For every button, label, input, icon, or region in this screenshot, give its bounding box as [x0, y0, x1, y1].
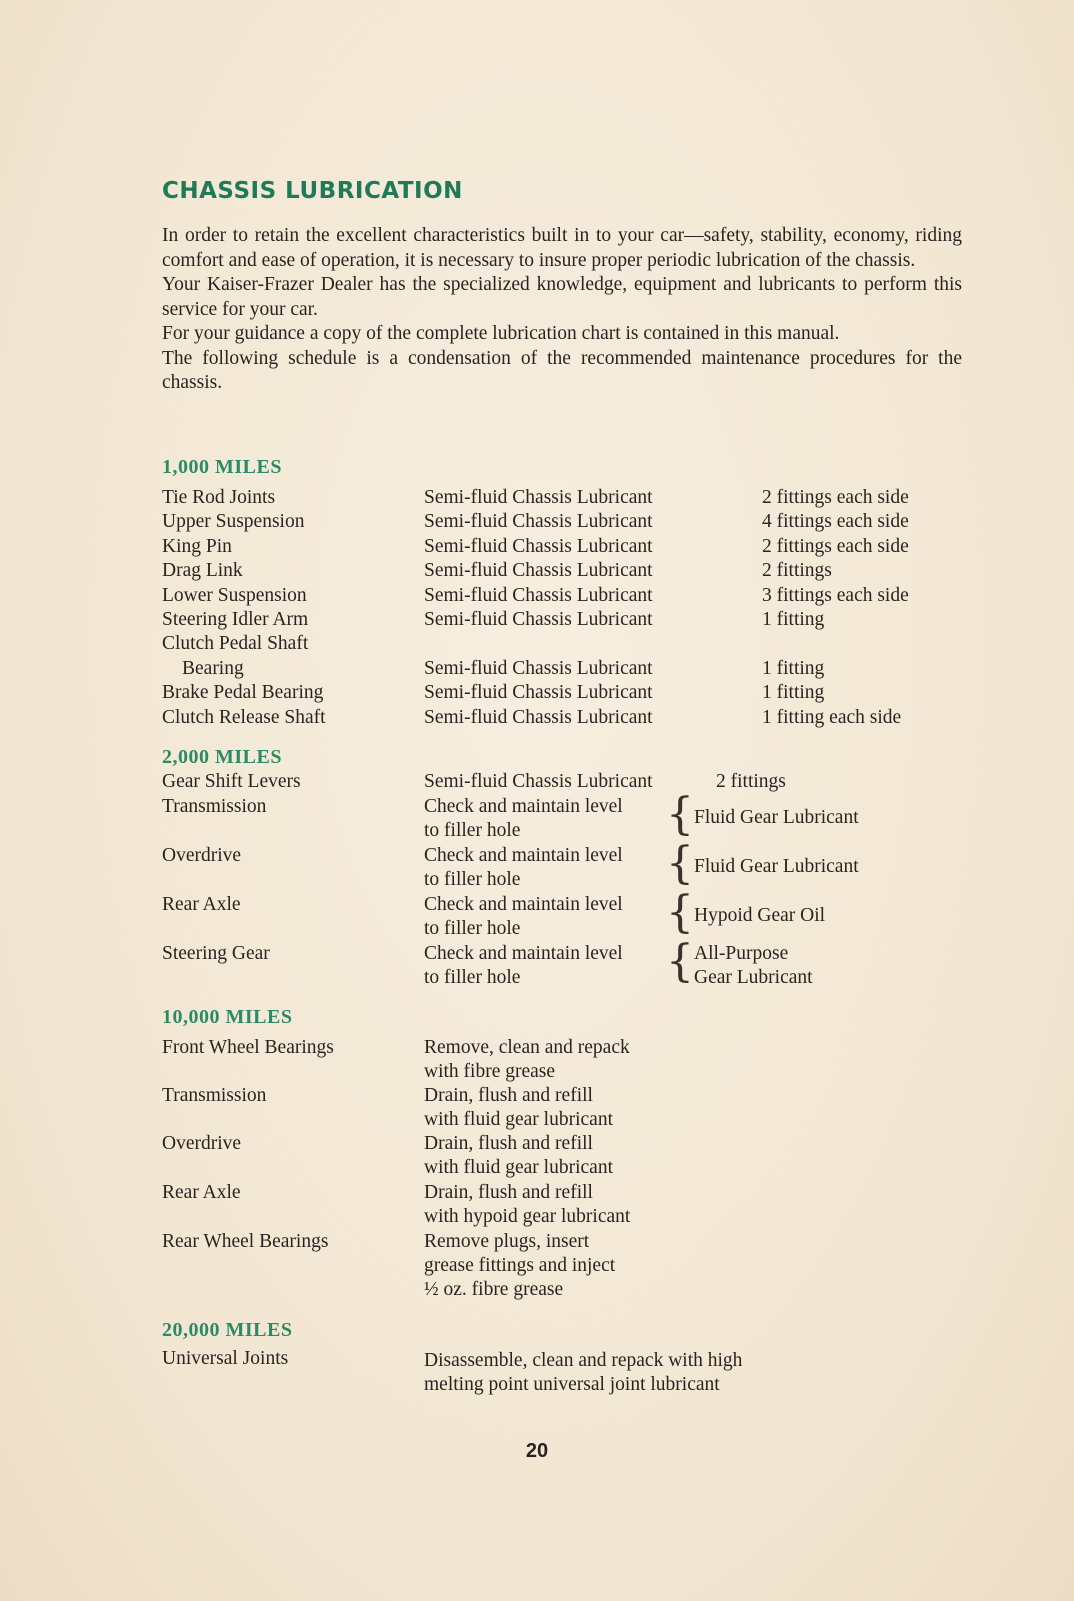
- part-label: Rear Axle: [162, 1182, 241, 1203]
- heading-20000-miles: 20,000 MILES: [162, 1319, 293, 1341]
- instruction-line: melting point universal joint lubricant: [424, 1374, 720, 1395]
- part-label-continued: Bearing: [182, 658, 244, 679]
- intro-paragraph: In order to retain the excellent characteristics built in to your car—safety, stability, economy, riding comfort and ease of operation, it is necessary to insure proper periodic lubrication of the chassis.: [162, 225, 962, 271]
- instruction-line: Check and maintain level: [424, 796, 623, 817]
- instruction-line: with fibre grease: [424, 1061, 556, 1082]
- instruction-line: to filler hole: [424, 918, 521, 939]
- instruction-line: Drain, flush and refill: [424, 1182, 593, 1203]
- part-label: Brake Pedal Bearing: [162, 682, 324, 703]
- quantity-label: 1 fitting each side: [762, 707, 902, 728]
- part-label: Gear Shift Levers: [162, 771, 301, 792]
- instruction-line: with hypoid gear lubricant: [424, 1206, 631, 1227]
- part-label: Universal Joints: [162, 1348, 289, 1369]
- lubricant-label: All-Purpose: [694, 943, 789, 964]
- instruction-line: Remove plugs, insert: [424, 1231, 590, 1252]
- part-label: Clutch Release Shaft: [162, 707, 326, 728]
- instruction-line: Check and maintain level: [424, 894, 623, 915]
- instruction-line: with fluid gear lubricant: [424, 1109, 613, 1130]
- part-label: Steering Idler Arm: [162, 609, 309, 630]
- part-label: Overdrive: [162, 845, 242, 866]
- quantity-label: 2 fittings each side: [762, 487, 909, 508]
- part-label: Drag Link: [162, 560, 243, 581]
- part-label: Upper Suspension: [162, 511, 305, 532]
- lubricant-label: Semi-fluid Chassis Lubricant: [424, 560, 653, 581]
- instruction-line: with fluid gear lubricant: [424, 1157, 613, 1178]
- heading-10000-miles: 10,000 MILES: [162, 1006, 293, 1028]
- lubricant-label: Fluid Gear Lubricant: [694, 856, 859, 877]
- lubricant-label: Semi-fluid Chassis Lubricant: [424, 707, 653, 728]
- part-label: Steering Gear: [162, 943, 270, 964]
- intro-paragraph: The following schedule is a condensation of the recommended maintenance procedures for the chassis.: [162, 347, 962, 393]
- quantity-label: 1 fitting: [762, 658, 825, 679]
- part-label: Rear Axle: [162, 894, 241, 915]
- lubricant-label: Semi-fluid Chassis Lubricant: [424, 771, 653, 792]
- quantity-label: 2 fittings each side: [762, 536, 909, 557]
- instruction-line: ½ oz. fibre grease: [424, 1279, 564, 1300]
- page-title: CHASSIS LUBRICATION: [162, 178, 463, 204]
- instruction-line: Drain, flush and refill: [424, 1133, 593, 1154]
- brace-icon: {: [666, 838, 694, 889]
- part-label: Clutch Pedal Shaft: [162, 633, 309, 654]
- instruction-line: Check and maintain level: [424, 845, 623, 866]
- instruction-line: to filler hole: [424, 967, 521, 988]
- lubricant-label: Semi-fluid Chassis Lubricant: [424, 682, 653, 703]
- brace-icon: {: [666, 936, 694, 987]
- lubricant-label: Semi-fluid Chassis Lubricant: [424, 609, 653, 630]
- quantity-label: 2 fittings: [716, 771, 786, 792]
- instruction-line: Check and maintain level: [424, 943, 623, 964]
- brace-icon: {: [666, 789, 694, 840]
- part-label: Tie Rod Joints: [162, 487, 276, 508]
- instruction-line: grease fittings and inject: [424, 1255, 616, 1276]
- lubricant-label: Gear Lubricant: [694, 967, 813, 988]
- intro-text: [162, 224, 962, 396]
- page-number: 20: [525, 1440, 549, 1462]
- quantity-label: 1 fitting: [762, 682, 825, 703]
- quantity-label: 3 fittings each side: [762, 585, 909, 606]
- heading-1000-miles: 1,000 MILES: [162, 456, 282, 478]
- heading-2000-miles: 2,000 MILES: [162, 746, 282, 768]
- lubricant-label: Fluid Gear Lubricant: [694, 807, 859, 828]
- part-label: Rear Wheel Bearings: [162, 1231, 329, 1252]
- lubricant-label: Semi-fluid Chassis Lubricant: [424, 511, 653, 532]
- quantity-label: 1 fitting: [762, 609, 825, 630]
- part-label: Lower Suspension: [162, 585, 307, 606]
- lubricant-label: Semi-fluid Chassis Lubricant: [424, 658, 653, 679]
- lubricant-label: Semi-fluid Chassis Lubricant: [424, 536, 653, 557]
- instruction-line: to filler hole: [424, 820, 521, 841]
- lubricant-label: Semi-fluid Chassis Lubricant: [424, 487, 653, 508]
- intro-paragraph: Your Kaiser-Frazer Dealer has the specialized knowledge, equipment and lubricants to perform this service for your car.: [162, 274, 962, 320]
- part-label: Front Wheel Bearings: [162, 1037, 334, 1058]
- quantity-label: 4 fittings each side: [762, 511, 909, 532]
- instruction-line: Drain, flush and refill: [424, 1085, 593, 1106]
- instruction-line: Remove, clean and repack: [424, 1037, 630, 1058]
- part-label: Transmission: [162, 796, 267, 817]
- lubricant-label: Hypoid Gear Oil: [694, 905, 826, 926]
- instruction-line: to filler hole: [424, 869, 521, 890]
- lubricant-label: Semi-fluid Chassis Lubricant: [424, 585, 653, 606]
- instruction-line: Disassemble, clean and repack with high: [424, 1350, 743, 1371]
- quantity-label: 2 fittings: [762, 560, 832, 581]
- part-label: King Pin: [162, 536, 232, 557]
- intro-paragraph: For your guidance a copy of the complete lubrication chart is contained in this manual.: [162, 323, 840, 344]
- brace-icon: {: [666, 887, 694, 938]
- part-label: Transmission: [162, 1085, 267, 1106]
- part-label: Overdrive: [162, 1133, 242, 1154]
